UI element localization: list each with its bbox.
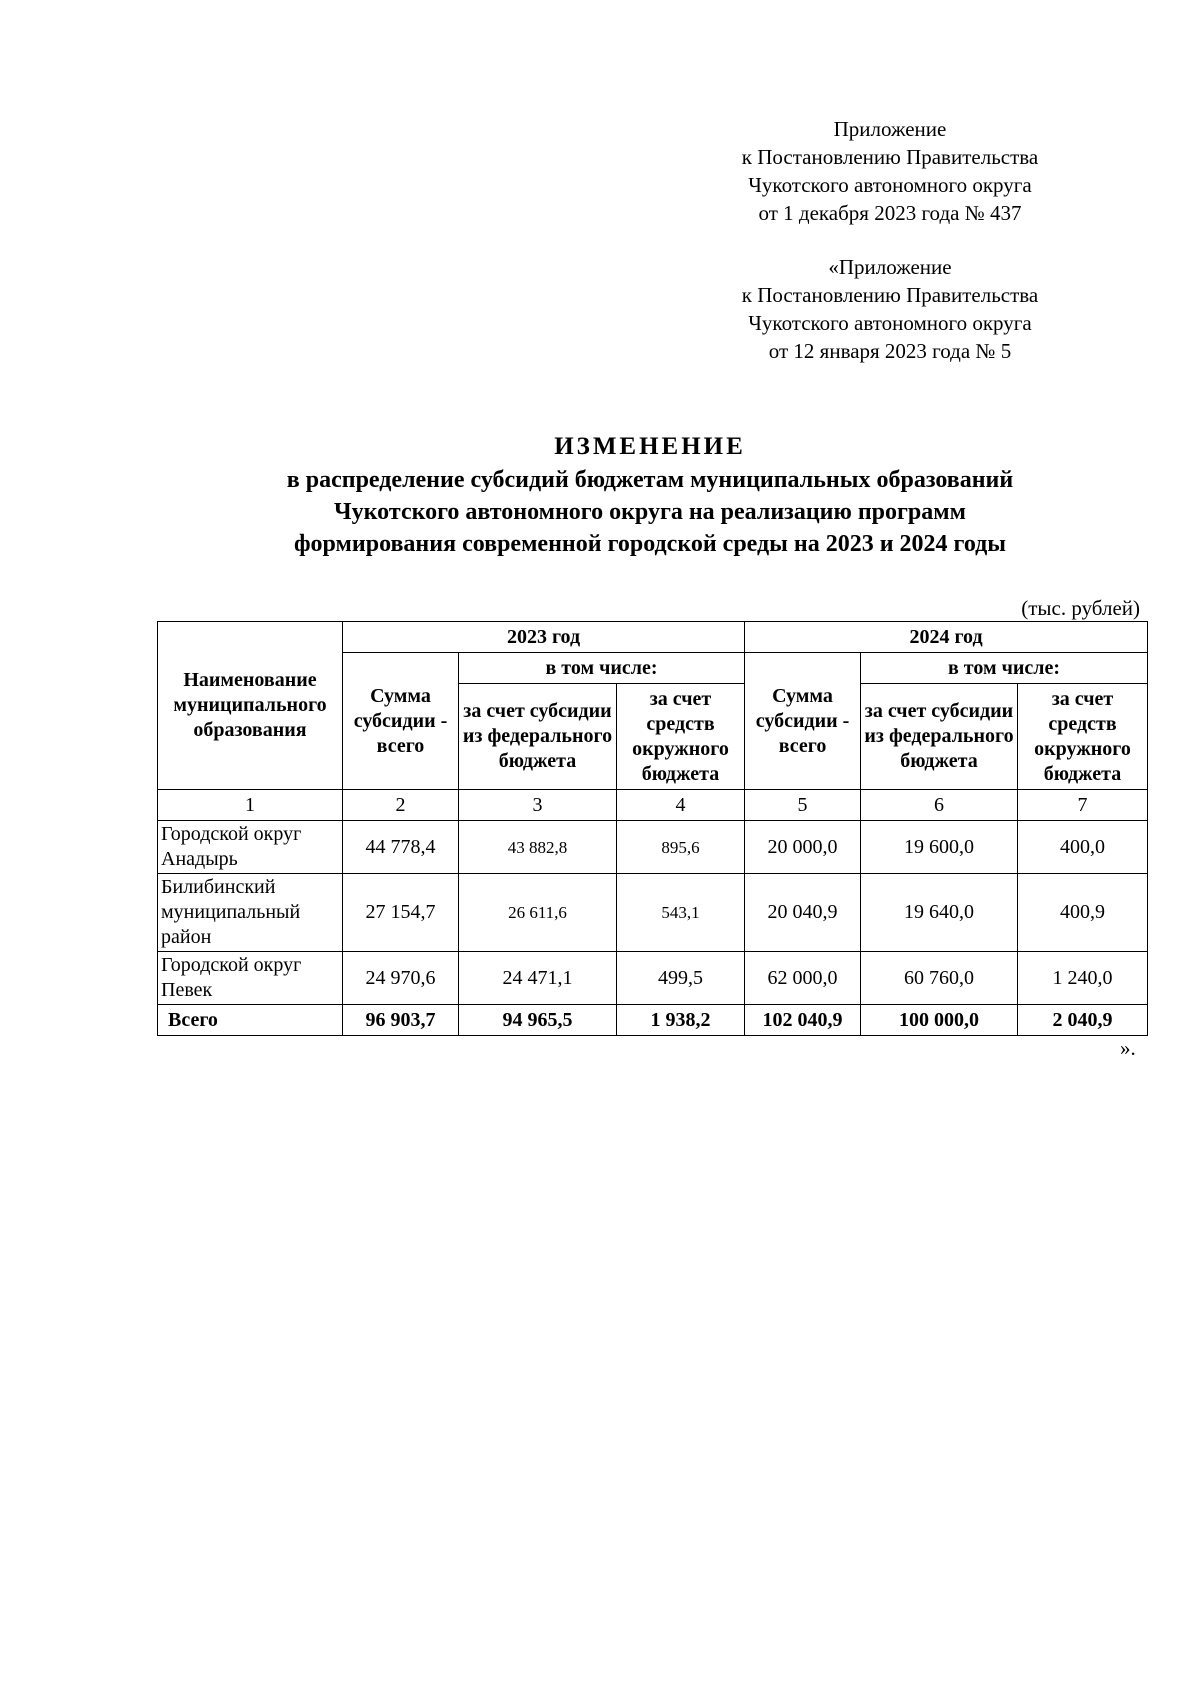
annex-line: Чукотского автономного округа (748, 311, 1032, 335)
annex-line: «Приложение (828, 255, 952, 279)
annex-heading-amended (690, 253, 1090, 365)
header-year-2024: 2024 год (745, 622, 1148, 653)
annex-line: Приложение (833, 117, 947, 141)
total-row (158, 1005, 1148, 1036)
column-number: 5 (745, 790, 861, 821)
total-label: Всего (158, 1005, 343, 1036)
header-year-2023: 2023 год (343, 622, 745, 653)
cell-2024-district: 400,0 (1018, 821, 1148, 874)
total-2024-federal: 100 000,0 (861, 1005, 1018, 1036)
total-2023-district: 1 938,2 (617, 1005, 745, 1036)
header-2023-total: Сумма субсидии - всего (343, 653, 459, 790)
cell-2023-federal: 43 882,8 (459, 821, 617, 874)
header-2023-federal: за счет субсидии из федерального бюджета (459, 684, 617, 790)
table-row (158, 952, 1148, 1005)
header-2024-total: Сумма субсидии - всего (745, 653, 861, 790)
header-2023-including: в том числе: (459, 653, 745, 684)
cell-2024-district: 1 240,0 (1018, 952, 1148, 1005)
header-municipality: Наименование муниципального образования (158, 622, 343, 790)
cell-2023-district: 895,6 (617, 821, 745, 874)
table-row (158, 821, 1148, 874)
municipality-name: Городской округ Певек (158, 952, 343, 1005)
cell-2024-district: 400,9 (1018, 874, 1148, 952)
document-subtitle-line: в распределение субсидий бюджетам муниципальных образований (286, 467, 1014, 493)
column-number: 7 (1018, 790, 1148, 821)
cell-2024-federal: 19 600,0 (861, 821, 1018, 874)
document-subtitle-line: формирования современной городской среды на 2023 и 2024 годы (293, 531, 1007, 557)
closing-quote-mark: ». (1120, 1036, 1136, 1060)
header-2024-federal: за счет субсидии из федерального бюджета (861, 684, 1018, 790)
cell-2024-federal: 60 760,0 (861, 952, 1018, 1005)
column-number: 1 (158, 790, 343, 821)
cell-2023-total: 44 778,4 (343, 821, 459, 874)
document-subtitle-line: Чукотского автономного округа на реализацию программ (334, 499, 966, 525)
cell-2024-total: 20 000,0 (745, 821, 861, 874)
cell-2023-total: 24 970,6 (343, 952, 459, 1005)
annex-line: к Постановлению Правительства (741, 145, 1039, 169)
annex-heading-current (690, 115, 1090, 227)
total-2024-district: 2 040,9 (1018, 1005, 1148, 1036)
document-title: ИЗМЕНЕНИЕ (554, 433, 746, 460)
annex-line: от 1 декабря 2023 года № 437 (758, 201, 1022, 225)
annex-line: Чукотского автономного округа (748, 173, 1032, 197)
header-2024-district: за счет средств окружного бюджета (1018, 684, 1148, 790)
cell-2024-federal: 19 640,0 (861, 874, 1018, 952)
column-number-row (158, 790, 1148, 821)
cell-2023-total: 27 154,7 (343, 874, 459, 952)
document-title-block (120, 430, 1180, 560)
cell-2023-federal: 26 611,6 (459, 874, 617, 952)
header-2024-including: в том числе: (861, 653, 1148, 684)
municipality-name: Городской округ Анадырь (158, 821, 343, 874)
header-2023-district: за счет средств окружного бюджета (617, 684, 745, 790)
municipality-name: Билибинский муниципальный район (158, 874, 343, 952)
cell-2023-district: 499,5 (617, 952, 745, 1005)
total-2023-federal: 94 965,5 (459, 1005, 617, 1036)
column-number: 6 (861, 790, 1018, 821)
cell-2023-district: 543,1 (617, 874, 745, 952)
cell-2024-total: 62 000,0 (745, 952, 861, 1005)
annex-line: к Постановлению Правительства (741, 283, 1039, 307)
total-2024-total: 102 040,9 (745, 1005, 861, 1036)
column-number: 4 (617, 790, 745, 821)
annex-line: от 12 января 2023 года № 5 (768, 339, 1012, 363)
units-label: (тыс. рублей) (1021, 596, 1140, 620)
subsidy-table (157, 621, 1148, 1036)
column-number: 3 (459, 790, 617, 821)
cell-2023-federal: 24 471,1 (459, 952, 617, 1005)
cell-2024-total: 20 040,9 (745, 874, 861, 952)
total-2023-total: 96 903,7 (343, 1005, 459, 1036)
column-number: 2 (343, 790, 459, 821)
table-row (158, 874, 1148, 952)
